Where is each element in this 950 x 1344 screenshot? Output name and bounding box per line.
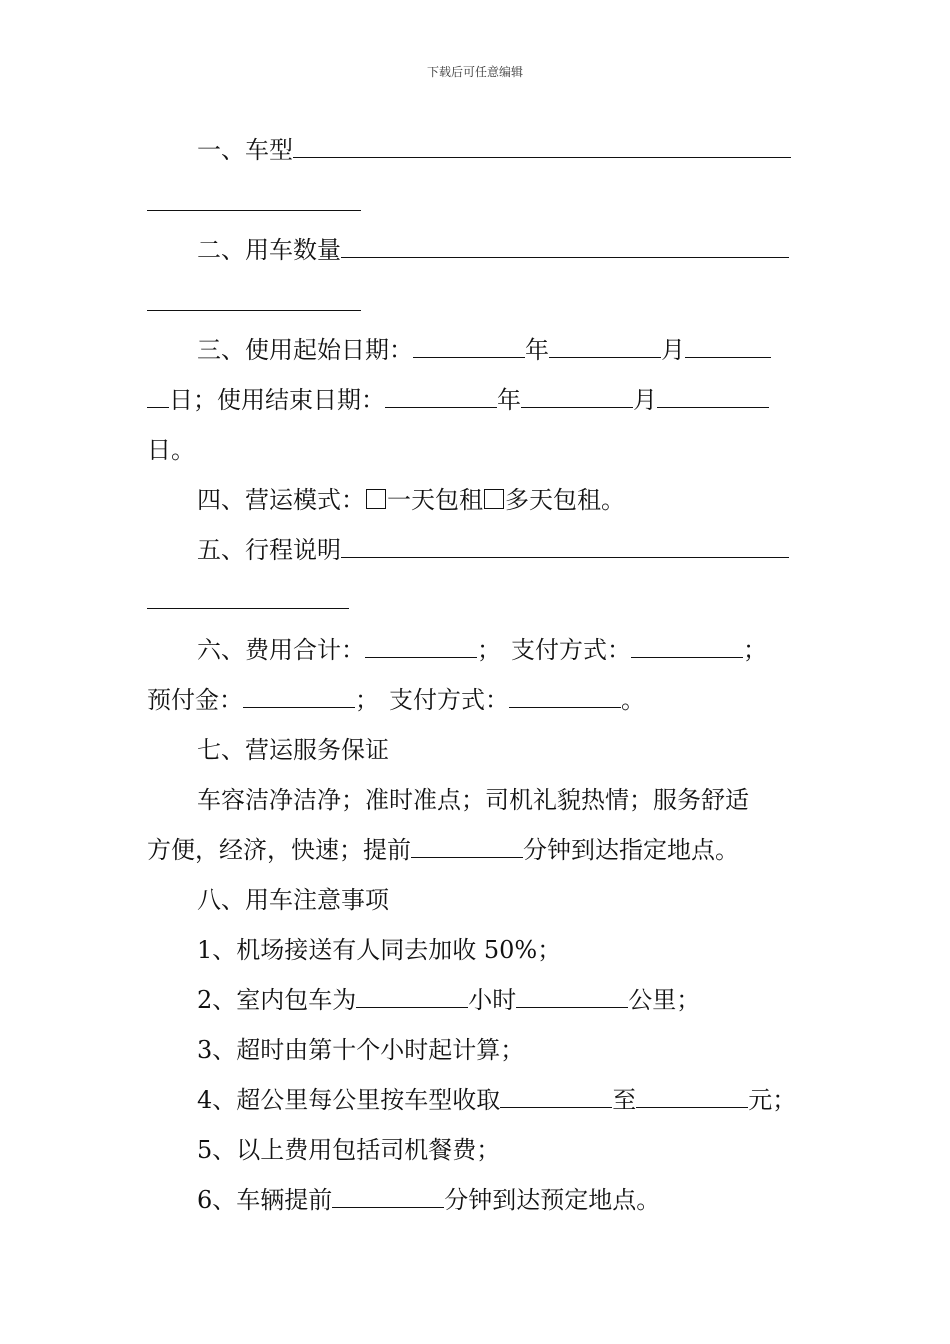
car-count-blank[interactable] — [341, 235, 789, 258]
car-type-blank-continued[interactable] — [147, 210, 361, 211]
start-date-label: 三、使用起始日期： — [197, 336, 413, 364]
multi-day-label: 多天包租。 — [505, 486, 625, 514]
note-2 — [197, 984, 700, 1016]
page-header-note: 下载后可任意编辑 — [426, 65, 523, 79]
note-6-text-a: 6、车辆提前 — [197, 1186, 333, 1214]
prepay-label: 预付金： — [147, 686, 243, 714]
guarantee-line-1: 车容洁净洁净；准时准点；司机礼貌热情；服务舒适 — [197, 786, 749, 814]
note-4 — [197, 1084, 796, 1116]
itinerary-label: 五、行程说明 — [197, 536, 341, 564]
car-count-line — [197, 234, 789, 266]
end-month-label: 月 — [633, 386, 657, 414]
car-type-blank[interactable] — [293, 135, 791, 158]
separator: ； — [743, 636, 767, 664]
guarantee-line-2 — [147, 834, 739, 866]
car-type-line — [197, 134, 791, 166]
note-5: 5、以上费用包括司机餐费； — [197, 1136, 501, 1164]
mode-line — [197, 484, 625, 516]
itinerary-blank-continued[interactable] — [147, 608, 349, 609]
price-max-blank[interactable] — [636, 1085, 748, 1108]
end-day-blank[interactable] — [657, 385, 769, 408]
period: 。 — [621, 686, 645, 714]
fee-line — [197, 634, 767, 666]
prepay-method-label: 支付方式： — [389, 686, 509, 714]
note-1: 1、机场接送有人同去加收 50%； — [197, 936, 562, 964]
note-4-text-a: 4、超公里每公里按车型收取 — [197, 1086, 501, 1114]
car-type-label: 一、车型 — [197, 136, 293, 164]
start-day-blank[interactable] — [685, 335, 771, 358]
prepay-method-blank[interactable] — [509, 685, 621, 708]
notes-title: 八、用车注意事项 — [197, 886, 389, 914]
end-year-blank[interactable] — [385, 385, 497, 408]
arrival-minutes-blank[interactable] — [411, 835, 523, 858]
note-2-text-a: 2、室内包车为 — [197, 986, 357, 1014]
end-day-label: 日。 — [147, 436, 195, 464]
end-day-line — [147, 434, 195, 466]
hours-blank[interactable] — [356, 985, 468, 1008]
note-4-text-c: 元； — [748, 1086, 797, 1114]
km-blank[interactable] — [516, 985, 628, 1008]
end-month-blank[interactable] — [521, 385, 633, 408]
pay-method-label: 支付方式： — [511, 636, 631, 664]
prepay-line — [147, 684, 645, 716]
end-date-line — [147, 384, 769, 416]
start-year-blank[interactable] — [413, 335, 525, 358]
fee-total-blank[interactable] — [365, 635, 477, 658]
one-day-checkbox[interactable] — [366, 489, 386, 509]
note-2-text-c: 公里； — [628, 986, 701, 1014]
end-date-label: 使用结束日期： — [217, 386, 385, 414]
separator: ； — [477, 636, 501, 664]
itinerary-blank[interactable] — [341, 535, 789, 558]
note-2-text-b: 小时 — [468, 986, 517, 1014]
end-year-label: 年 — [497, 386, 521, 414]
one-day-label: 一天包租 — [387, 486, 483, 514]
note-6 — [197, 1184, 660, 1216]
start-year-label: 年 — [525, 336, 549, 364]
guarantee-title: 七、营运服务保证 — [197, 736, 389, 764]
car-count-label: 二、用车数量 — [197, 236, 341, 264]
note-3: 3、超时由第十个小时起计算； — [197, 1036, 525, 1064]
itinerary-line — [197, 534, 789, 566]
guarantee-text-a: 方便，经济，快速；提前 — [147, 836, 411, 864]
mode-label: 四、营运模式： — [197, 486, 365, 514]
guarantee-text-b: 分钟到达指定地点。 — [523, 836, 739, 864]
start-day-blank-continued[interactable] — [147, 385, 169, 408]
note-4-text-b: 至 — [612, 1086, 637, 1114]
advance-minutes-blank[interactable] — [332, 1185, 444, 1208]
start-month-label: 月 — [661, 336, 685, 364]
start-day-label: 日； — [169, 386, 217, 414]
pay-method-blank[interactable] — [631, 635, 743, 658]
start-month-blank[interactable] — [549, 335, 661, 358]
prepay-blank[interactable] — [243, 685, 355, 708]
fee-total-label: 六、费用合计： — [197, 636, 365, 664]
start-date-line — [197, 334, 771, 366]
note-6-text-b: 分钟到达预定地点。 — [444, 1186, 661, 1214]
car-count-blank-continued[interactable] — [147, 310, 361, 311]
multi-day-checkbox[interactable] — [484, 489, 504, 509]
price-min-blank[interactable] — [500, 1085, 612, 1108]
separator: ； — [355, 686, 379, 714]
